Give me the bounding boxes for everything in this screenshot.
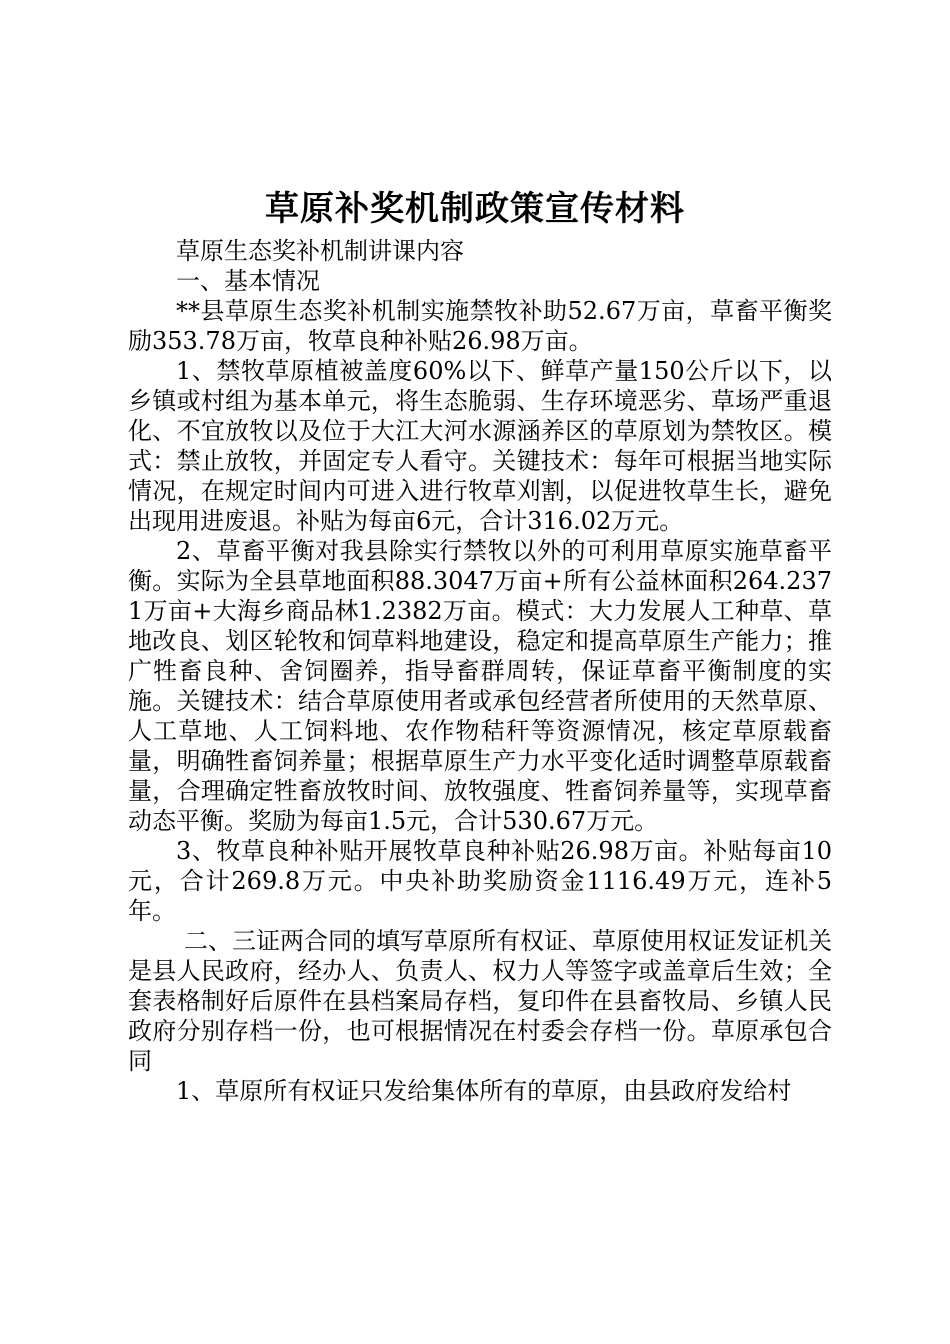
paragraph-overview: **县草原生态奖补机制实施禁牧补助52.67万亩，草畜平衡奖励353.78万亩，牧草良种补贴26.98万亩。 [128,297,832,355]
paragraph-grass-livestock-balance: 2、草畜平衡对我县除实行禁牧以外的可利用草原实施草畜平衡。实际为全县草地面积88.3047万亩+所有公益林面积264.2371万亩+大海乡商品林1.2382万亩。模式：大力发展人工种草、草地改良、划区轮牧和饲草料地建设，稳定和提高草原生产能力；推广牲畜良种、舍饲圈养，指导畜群周转，保证草畜平衡制度的实施。关键技术：结合草原使用者或承包经营者所使用的天然草原、人工草地、人工饲料地、农作物秸秆等资源情况，核定草原载畜量，明确牲畜饲养量；根据草原生产力水平变化适时调整草原载畜量，合理确定牲畜放牧时间、放牧强度、牲畜饲养量等，实现草畜动态平衡。奖励为每亩1.5元，合计530.67万元。 [128,537,832,835]
document-title: 草原补奖机制政策宣传材料 [265,189,685,229]
paragraph-section-1-heading: 一、基本情况 [176,267,320,295]
paragraph-ownership-certificate: 1、草原所有权证只发给集体所有的草原，由县政府发给村 [176,1077,792,1105]
paragraph-section-2-certificates: 二、三证两合同的填写草原所有权证、草原使用权证发证机关是县人民政府，经办人、负责人、权力人等签字或盖章后生效；全套表格制好后原件在县档案局存档，复印件在县畜牧局、乡镇人民政府分别存档一份，也可根据情况在村委会存档一份。草原承包合同 [128,927,832,1075]
paragraph-forage-seed-subsidy: 3、牧草良种补贴开展牧草良种补贴26.98万亩。补贴每亩10元，合计269.8万元。中央补助奖励资金1116.49万元，连补5年。 [128,837,832,925]
paragraph-subtitle: 草原生态奖补机制讲课内容 [176,237,464,265]
paragraph-grazing-ban: 1、禁牧草原植被盖度60%以下、鲜草产量150公斤以下，以乡镇或村组为基本单元，将生态脆弱、生存环境恶劣、草场严重退化、不宜放牧以及位于大江大河水源涵养区的草原划为禁牧区。模式：禁止放牧，并固定专人看守。关键技术：每年可根据当地实际情况，在规定时间内可进入进行牧草刈割，以促进牧草生长，避免出现用进废退。补贴为每亩6元，合计316.02万元。 [128,357,832,535]
document-body [128,236,832,1106]
